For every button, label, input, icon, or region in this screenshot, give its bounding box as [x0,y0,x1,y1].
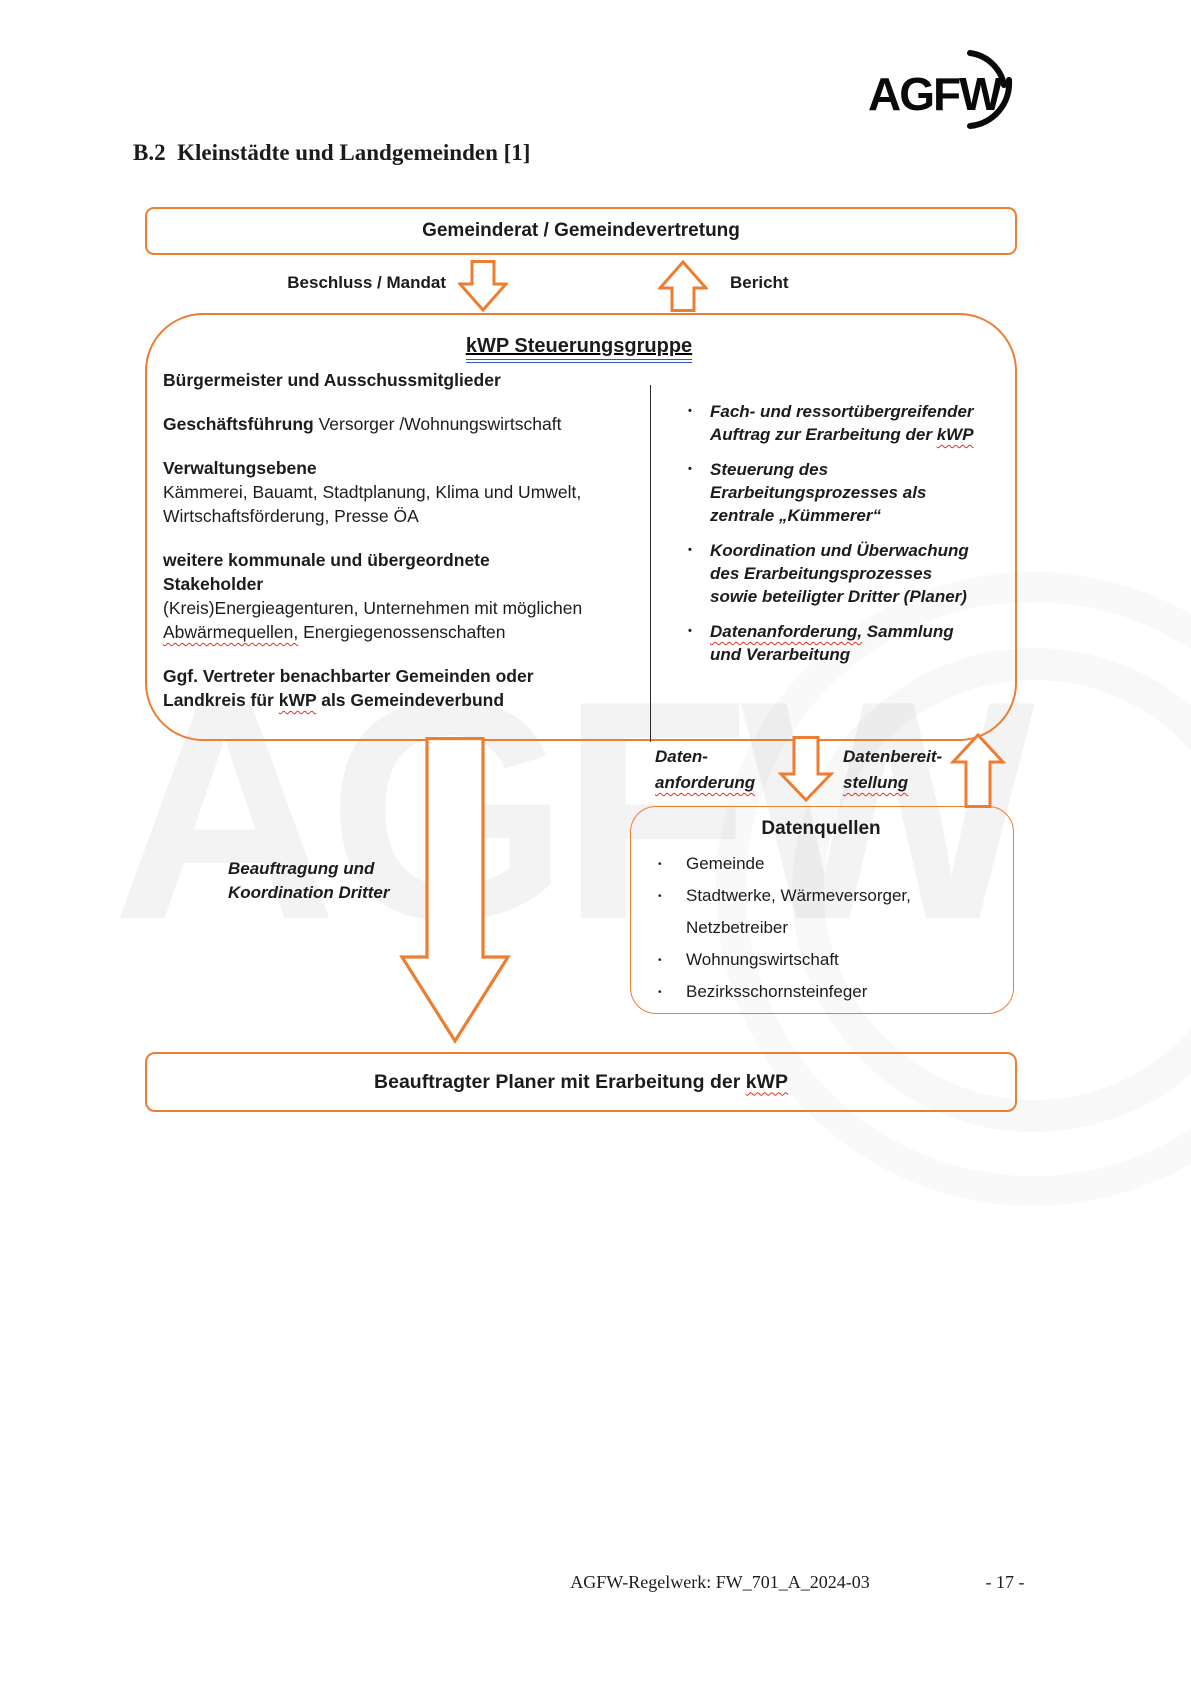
misspelled-word: kWP [936,425,974,444]
steering-right-column [688,400,990,678]
left-line: Wirtschaftsförderung, Presse ÖA [163,506,419,526]
label-line: Datenbereit- [843,747,943,766]
data-provision-up-arrow-icon [950,732,1006,808]
datenbereitstellung-label [843,744,942,796]
misspelled-word: kWP [745,1070,788,1093]
bullet-icon: • [688,625,692,637]
label-text: Beauftragter Planer mit Erarbeitung der [374,1070,746,1093]
agfw-logo-text: AGFW [868,68,1001,120]
steering-bullet [688,458,990,527]
bullet-line: Steuerung des [710,460,829,479]
bullet-icon: • [658,890,662,902]
list-item-label: Wohnungswirtschaft [686,950,839,969]
left-normal-text: Versorger /Wohnungswirtschaft [313,414,562,434]
steering-bullet [688,539,990,608]
left-bold-term: Geschäftsführung [163,414,314,434]
steering-left-column [163,368,645,712]
footer-page-number: - 17 - [985,1572,1025,1592]
data-request-down-arrow-icon [778,736,834,802]
misspelled-word: kWP [278,690,317,710]
bullet-line: zentrale „Kümmerer“ [710,506,882,525]
bullet-line: des Erarbeitungsprozesses [710,564,933,583]
left-line: weitere kommunale und übergeordnete [163,550,490,570]
label-line: Beauftragung und [228,859,375,878]
bullet-icon: • [688,405,692,417]
column-divider [650,385,651,742]
steering-bullet [688,620,990,666]
left-line [163,688,645,712]
bullet-text [710,458,926,527]
footer-document-id: AGFW-Regelwerk: FW_701_A_2024-03 [570,1572,870,1592]
left-normal-text: Energiegenossenschaften [298,622,506,642]
beschluss-mandat-label: Beschluss / Mandat [287,273,446,292]
label-line: anforderung [655,773,756,792]
bullet-icon: • [658,986,662,998]
left-bold-text: als Gemeindeverbund [316,690,505,710]
label-line: Koordination Dritter [228,883,390,902]
misspelled-word: Abwärmequellen, [163,622,299,642]
steuerungsgruppe-title-text: kWP Steuerungsgruppe [466,335,692,363]
list-item [658,848,998,880]
report-up-arrow-icon [658,260,708,312]
list-item [658,880,998,912]
left-line [163,412,645,436]
beauftragung-label [228,857,390,905]
label-line: Daten- [655,747,708,766]
list-item-continuation [658,912,998,944]
bullet-text [710,539,969,608]
bullet-line: Koordination und Überwachung [710,541,969,560]
left-line: Kämmerei, Bauamt, Stadtplanung, Klima und Umwelt, [163,482,582,502]
list-item-label: Bezirksschornsteinfeger [686,982,868,1001]
agfw-logo [868,50,1018,130]
left-line: (Kreis)Energieagenturen, Unternehmen mit möglichen [163,598,583,618]
bullet-text [710,400,974,446]
bullet-icon: • [658,858,662,870]
bullet-line: sowie beteiligter Dritter (Planer) [710,587,967,606]
bullet-icon: • [688,544,692,556]
list-item-label: Netzbetreiber [686,918,789,937]
bullet-line: Erarbeitungsprozesses als [710,483,927,502]
beauftragter-planer-label [374,1071,788,1094]
beauftragter-planer-box [145,1052,1017,1112]
left-line: Stakeholder [163,574,264,594]
list-item-label: Gemeinde [686,854,765,873]
page-title: B.2 Kleinstädte und Landgemeinden [1] [133,140,531,165]
bullet-icon: • [658,954,662,966]
bericht-label: Bericht [730,273,789,292]
steuerungsgruppe-title [145,335,1013,358]
misspelled-word: Datenanforderung, [710,622,863,641]
bullet-line: Fach- und ressortübergreifender [710,402,974,421]
left-line [163,620,645,644]
bullet-icon: • [688,463,692,475]
left-line: Ggf. Vertreter benachbarter Gemeinden oder [163,666,534,686]
list-item [658,976,998,1008]
list-item-label: Stadtwerke, Wärmeversorger, [686,886,911,905]
planner-big-down-arrow-icon [398,737,512,1045]
left-line: Verwaltungsebene [163,458,317,478]
bullet-line: und Verarbeitung [710,645,851,664]
bullet-text [710,620,954,666]
list-item [658,944,998,976]
mandate-down-arrow-icon [458,260,508,312]
left-line: Bürgermeister und Ausschussmitglieder [163,370,501,390]
steering-bullet [688,400,990,446]
gemeinderat-box-label: Gemeinderat / Gemeindevertretung [422,220,740,241]
left-bold-text: Landkreis für [163,690,279,710]
bullet-line: Auftrag zur Erarbeitung der [710,425,937,444]
bullet-line: Sammlung [862,622,954,641]
gemeinderat-box [145,207,1017,255]
label-line: stellung [843,773,909,792]
datenanforderung-label [655,744,755,796]
datenquellen-list [658,848,998,1008]
datenquellen-title: Datenquellen [761,818,881,839]
